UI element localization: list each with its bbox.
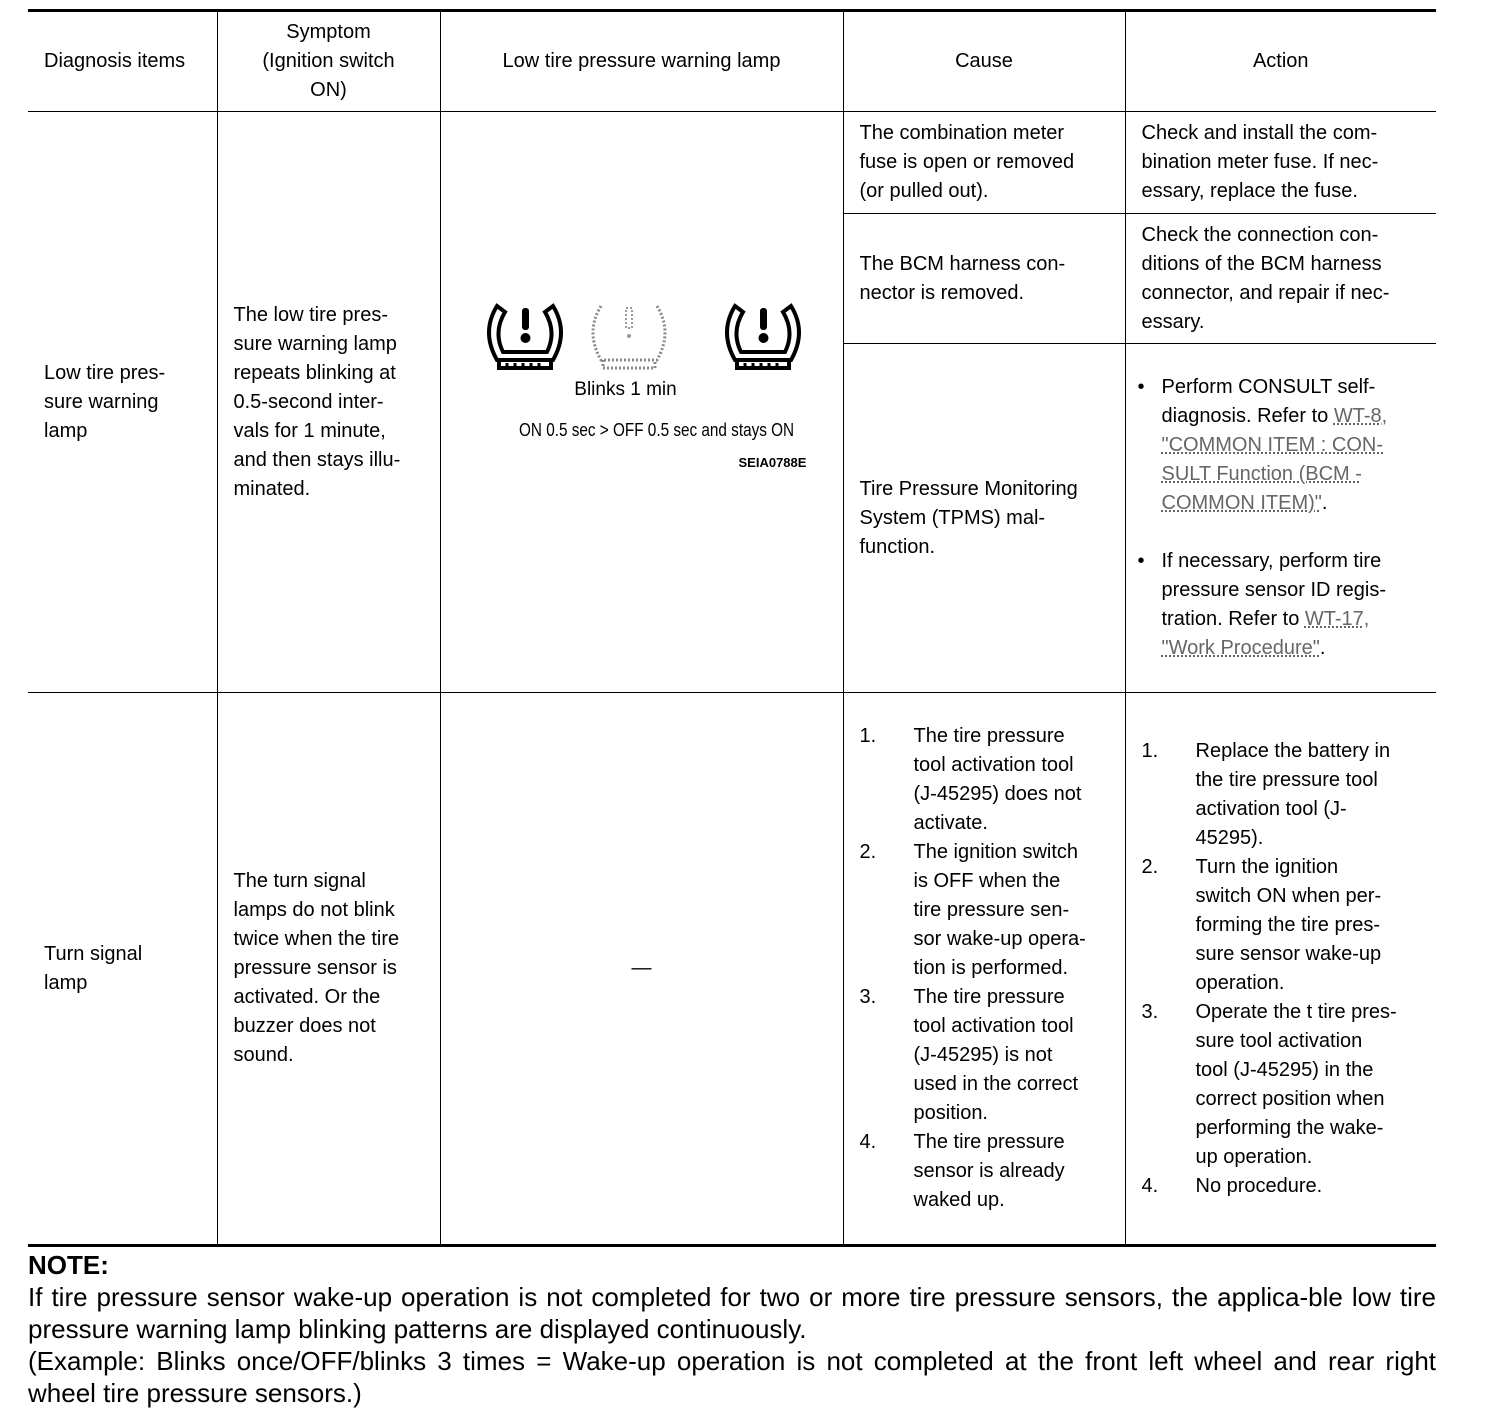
lamp-none: — bbox=[440, 693, 843, 1246]
lamp-figure bbox=[481, 302, 843, 502]
diagnosis-table bbox=[28, 9, 1436, 1247]
diagnosis-item: Turn signal lamp bbox=[28, 693, 217, 1246]
symptom: The low tire pres- sure warning lamp repeats blinking at 0.5-second inter- vals for 1 minute, and then stays illu- minated. bbox=[217, 112, 440, 693]
list-item: No procedure. bbox=[1195, 1174, 1323, 1197]
note-title: NOTE: bbox=[28, 1250, 109, 1280]
header-row bbox=[28, 11, 1436, 112]
cause-numbered-list bbox=[860, 722, 1123, 1215]
table-row bbox=[28, 693, 1436, 1246]
tire-warning-icon-off bbox=[589, 302, 669, 372]
list-number: 4. bbox=[1141, 1174, 1159, 1197]
list-number: 1. bbox=[1141, 739, 1159, 762]
header-cause: Cause bbox=[843, 11, 1125, 112]
list-item: The tire pressure tool activation tool (J-45295) is not used in the correct position. bbox=[913, 986, 1079, 1124]
action: Check the connection con- ditions of the BCM harness connector, and repair if nec- essary. bbox=[1125, 214, 1436, 344]
list-item: Turn the ignition switch ON when per- forming the tire pres- sure sensor wake-up operation. bbox=[1195, 855, 1382, 994]
header-action: Action bbox=[1125, 11, 1436, 112]
cause-list bbox=[843, 693, 1125, 1246]
blink-label: Blinks 1 min bbox=[574, 379, 677, 400]
action: Check and install the com- bination meter fuse. If nec- essary, replace the fuse. bbox=[1125, 112, 1436, 214]
figure-id: SEIA0788E bbox=[738, 455, 807, 470]
symptom: The turn signal lamps do not blink twice when the tire pressure sensor is activated. Or the buzzer does not sound. bbox=[217, 693, 440, 1246]
link-wt-8[interactable]: WT-8, "COMMON ITEM : CON- SULT Function (BCM - COMMON ITEM)" bbox=[1161, 405, 1388, 514]
action bbox=[1125, 344, 1436, 693]
list-item: The ignition switch is OFF when the tire pressure sen- sor wake-up opera- tion is performed. bbox=[913, 841, 1086, 979]
action-list bbox=[1125, 693, 1436, 1246]
diagnosis-item: Low tire pres- sure warning lamp bbox=[28, 112, 217, 693]
note-example: (Example: Blinks once/OFF/blinks 3 times = Wake-up operation is not completed at the front left wheel and rear right wheel tire pressure sensors.) bbox=[28, 1346, 1436, 1408]
tire-warning-icon-on bbox=[485, 302, 565, 372]
cause: The BCM harness con- nector is removed. bbox=[843, 214, 1125, 344]
list-number: 2. bbox=[859, 841, 877, 863]
cause: Tire Pressure Monitoring System (TPMS) mal- function. bbox=[843, 344, 1125, 693]
page-content bbox=[28, 0, 1436, 1409]
note-paragraph: If tire pressure sensor wake-up operation is not completed for two or more tire pressure sensors, the applica-ble low tire pressure warning lamp blinking patterns are displayed continuously. bbox=[28, 1282, 1436, 1344]
list-number: 3. bbox=[859, 986, 877, 1008]
list-number: 2. bbox=[1141, 855, 1159, 878]
bullet-icon: • bbox=[1137, 550, 1145, 572]
bullet-text: Perform CONSULT self- diagnosis. Refer to bbox=[1161, 376, 1376, 427]
cause: The combination meter fuse is open or removed (or pulled out). bbox=[843, 112, 1125, 214]
list-item: The tire pressure sensor is already waked up. bbox=[913, 1131, 1065, 1211]
list-item: The tire pressure tool activation tool (J-45295) does not activate. bbox=[913, 725, 1082, 834]
pattern-label: ON 0.5 sec > OFF 0.5 sec and stays ON bbox=[518, 420, 794, 440]
bullet-icon: • bbox=[1137, 376, 1145, 398]
header-lamp: Low tire pressure warning lamp bbox=[440, 11, 843, 112]
list-item: Replace the battery in the tire pressure tool activation tool (J- 45295). bbox=[1195, 739, 1391, 849]
list-number: 3. bbox=[1141, 1000, 1159, 1023]
header-diagnosis-items: Diagnosis items bbox=[28, 11, 217, 112]
action-numbered-list bbox=[1142, 737, 1435, 1201]
link-wt-17[interactable]: WT-17, "Work Procedure" bbox=[1161, 608, 1370, 659]
bullet-tail: . bbox=[1319, 637, 1326, 659]
lamp-figure-cell bbox=[440, 112, 843, 693]
table-row bbox=[28, 112, 1436, 214]
tire-warning-icon-on bbox=[723, 302, 803, 372]
bullet-text: If necessary, perform tire pressure sensor ID regis- tration. Refer to bbox=[1161, 550, 1387, 630]
action-bullet bbox=[1138, 547, 1435, 663]
bullet-tail: . bbox=[1321, 492, 1328, 514]
note bbox=[28, 1249, 1436, 1409]
header-symptom: Symptom (Ignition switch ON) bbox=[217, 11, 440, 112]
list-item: Operate the t tire pres- sure tool activation tool (J-45295) in the correct position when performing the wake- up operation. bbox=[1195, 1000, 1397, 1168]
list-number: 1. bbox=[859, 725, 877, 747]
list-number: 4. bbox=[859, 1131, 877, 1153]
action-bullet bbox=[1138, 373, 1435, 518]
